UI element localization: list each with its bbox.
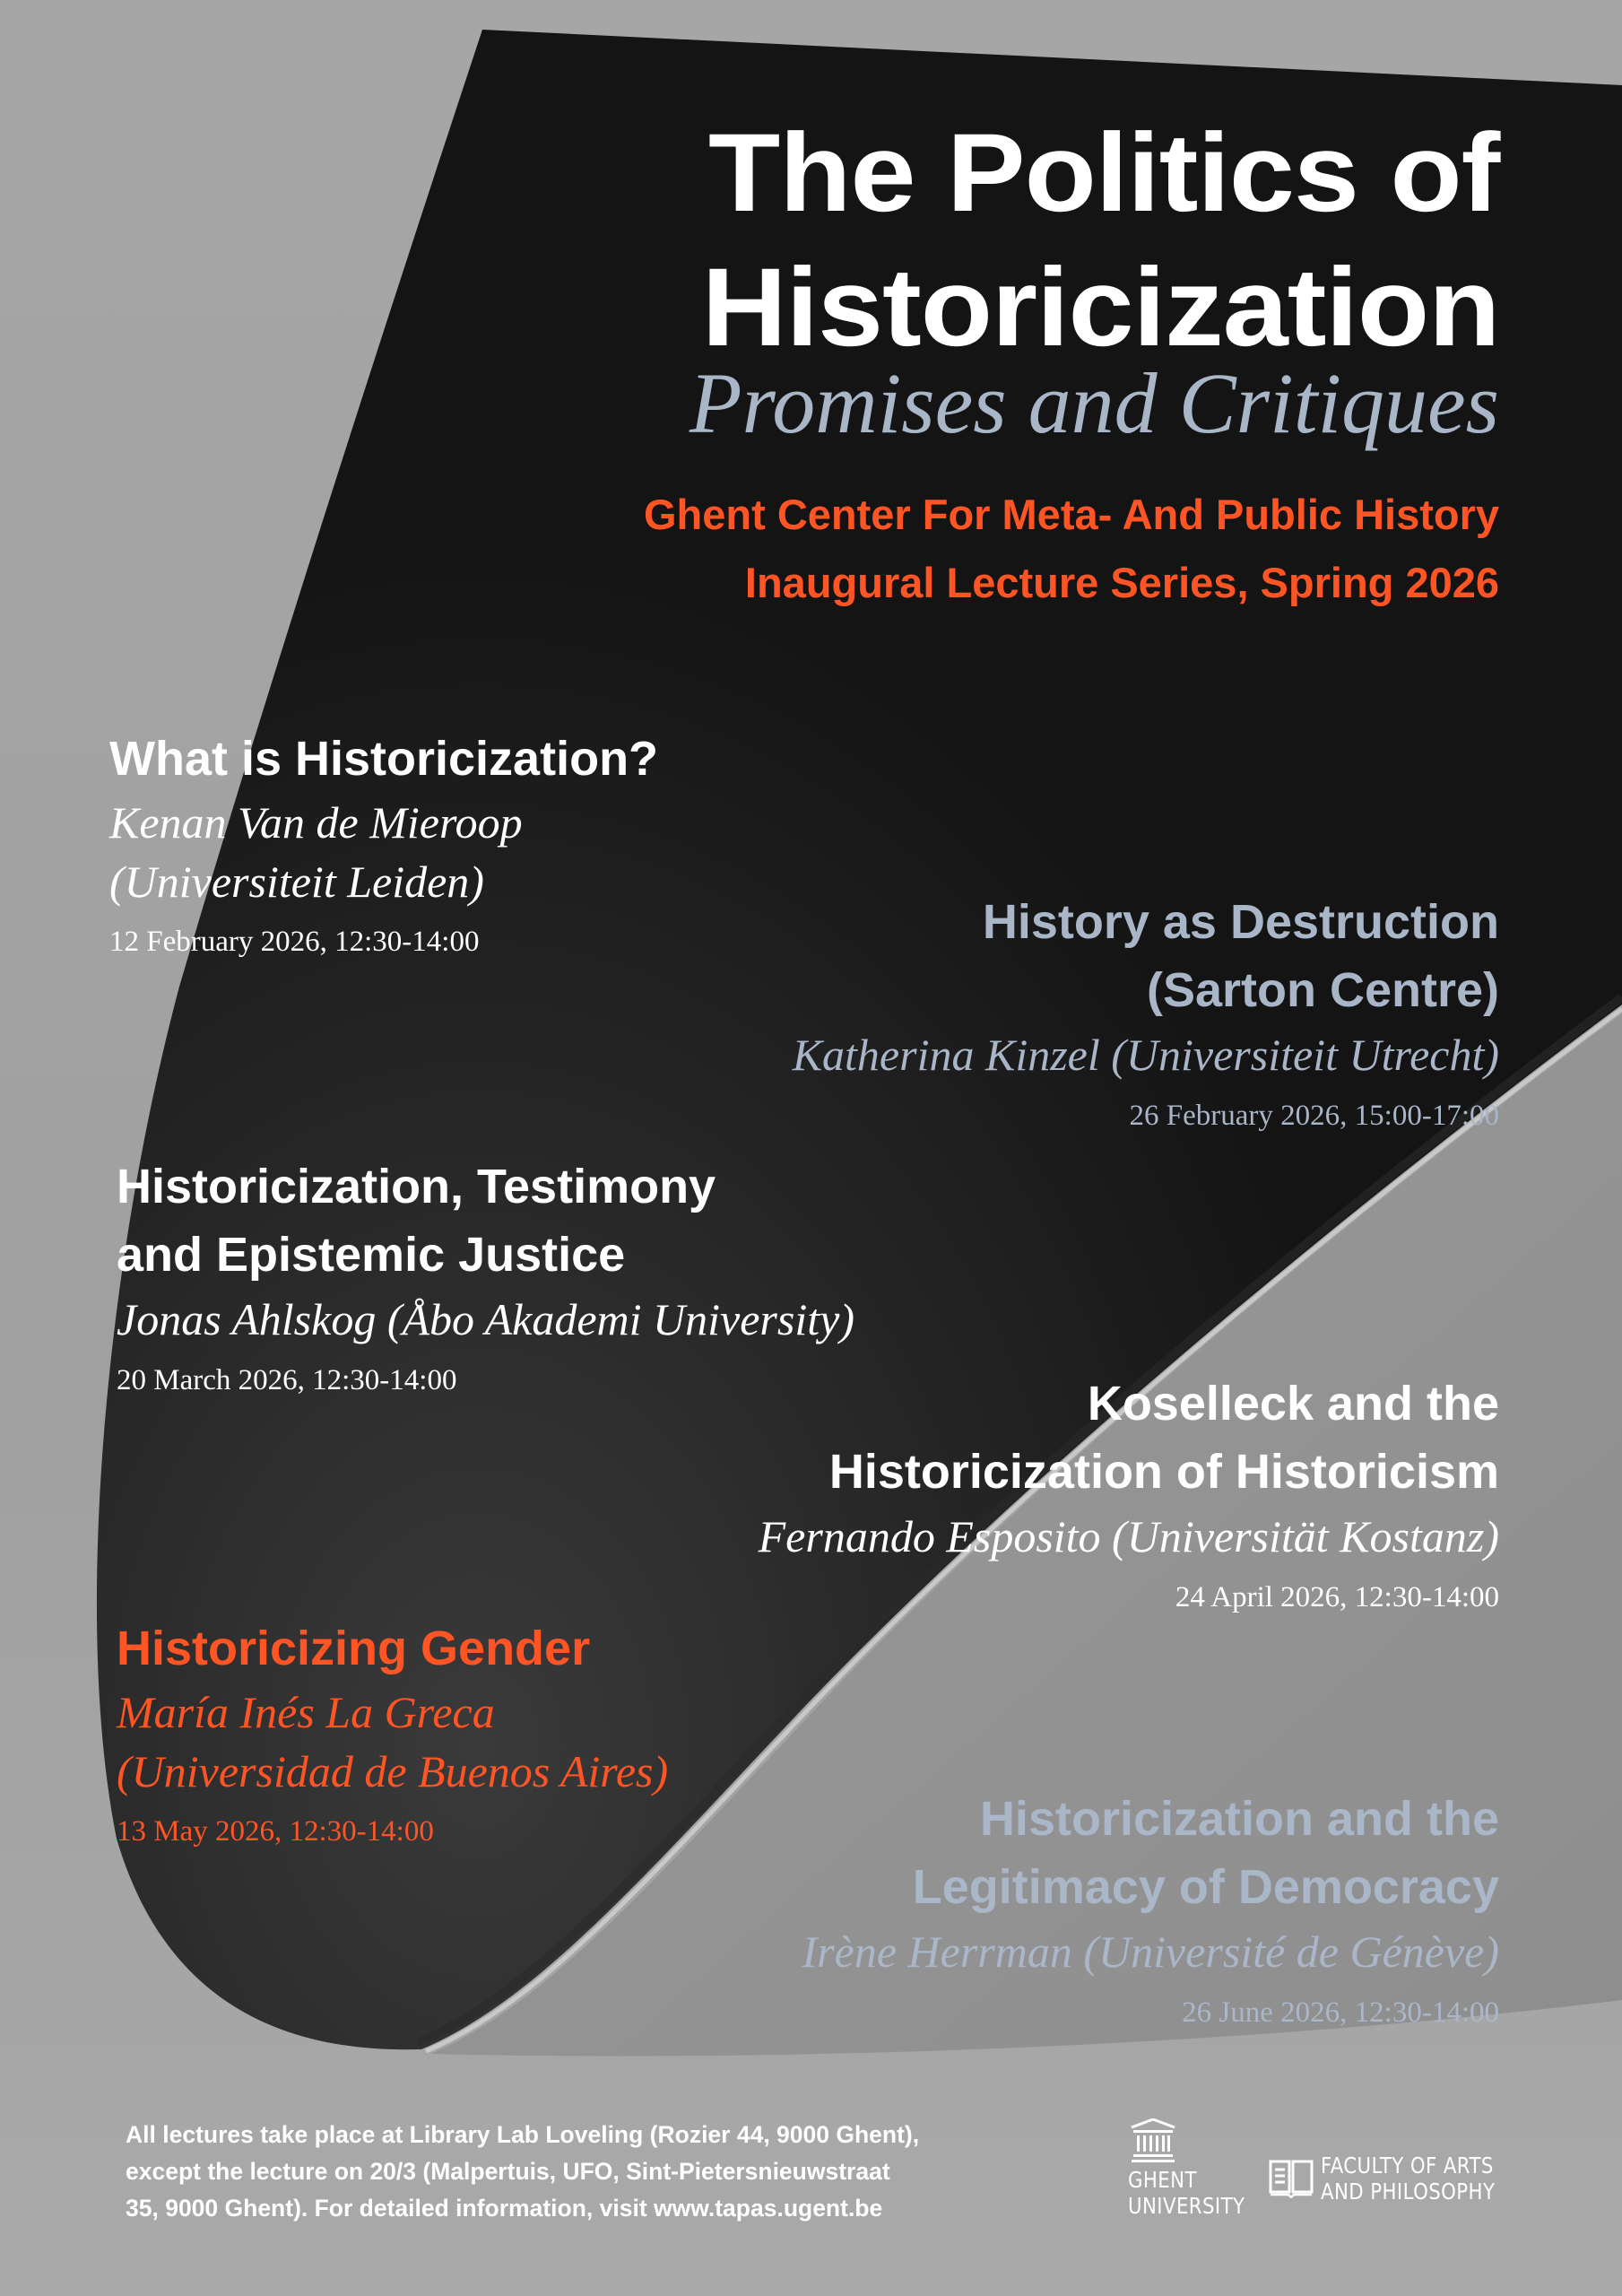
university-building-icon bbox=[1130, 2118, 1176, 2163]
title-line: The Politics of bbox=[707, 111, 1499, 235]
speaker-line: Katherina Kinzel (Universiteit Utrecht) bbox=[792, 1030, 1499, 1080]
lecture-speaker bbox=[117, 1289, 854, 1350]
lecture-speaker bbox=[109, 793, 658, 911]
lecture-date: 13 May 2026, 12:30-14:00 bbox=[117, 1815, 434, 1848]
speaker-line: Irène Herrman (Université de Génève) bbox=[802, 1926, 1499, 1977]
logo-line: UNIVERSITY bbox=[1128, 2193, 1245, 2219]
lecture-date: 12 February 2026, 12:30-14:00 bbox=[109, 926, 480, 958]
logo-line: GHENT bbox=[1128, 2167, 1197, 2193]
lecture-date: 26 February 2026, 15:00-17:00 bbox=[1129, 1100, 1499, 1132]
lecture-title bbox=[117, 1152, 854, 1289]
organizer-name: Ghent Center For Meta- And Public History bbox=[644, 491, 1499, 538]
lecture-speaker bbox=[759, 1506, 1499, 1567]
speaker-line: Fernando Esposito (Universität Kostanz) bbox=[758, 1511, 1499, 1561]
speaker-line: Kenan Van de Mieroop bbox=[109, 797, 523, 848]
title-line: Historicization bbox=[701, 246, 1499, 370]
venue-information bbox=[126, 2117, 1094, 2227]
lecture-title bbox=[793, 888, 1499, 1024]
logo-line: FACULTY OF ARTS bbox=[1321, 2152, 1494, 2179]
poster-title bbox=[701, 106, 1499, 375]
lecture-title bbox=[109, 725, 658, 793]
lecture-title bbox=[802, 1785, 1499, 1921]
speaker-line: (Universiteit Leiden) bbox=[109, 857, 484, 907]
speaker-line: María Inés La Greca bbox=[117, 1687, 495, 1737]
lecture-title-line: Koselleck and the bbox=[1087, 1377, 1499, 1431]
lecture-item bbox=[117, 1614, 668, 1857]
lecture-item bbox=[109, 725, 658, 967]
lecture-title-line: History as Destruction bbox=[982, 895, 1499, 949]
logo-line: AND PHILOSOPHY bbox=[1321, 2179, 1496, 2205]
lecture-date: 20 March 2026, 12:30-14:00 bbox=[117, 1364, 457, 1396]
lecture-speaker bbox=[802, 1921, 1499, 1982]
series-name: Inaugural Lecture Series, Spring 2026 bbox=[744, 559, 1499, 606]
lecture-title-line: What is Historicization? bbox=[109, 732, 659, 786]
lecture-date: 26 June 2026, 12:30-14:00 bbox=[1182, 1996, 1499, 2029]
lecture-title-line: Historicizing Gender bbox=[117, 1622, 591, 1675]
ghent-university-wordmark bbox=[1128, 2167, 1245, 2219]
ghent-university-logo bbox=[1128, 2118, 1265, 2219]
poster-subtitle: Promises and Critiques bbox=[689, 355, 1499, 451]
lecture-item bbox=[117, 1152, 854, 1405]
lecture-title bbox=[759, 1370, 1499, 1506]
lecture-title-line: (Sarton Centre) bbox=[1146, 963, 1499, 1017]
lecture-item bbox=[793, 888, 1499, 1141]
speaker-line: Jonas Ahlskog (Åbo Akademi University) bbox=[117, 1294, 854, 1344]
venue-line: except the lecture on 20/3 (Malpertuis, UFO, Sint-Pietersnieuwstraat bbox=[126, 2158, 890, 2185]
open-book-icon bbox=[1269, 2159, 1314, 2198]
lecture-item bbox=[759, 1370, 1499, 1622]
lecture-title-line: Legitimacy of Democracy bbox=[912, 1860, 1499, 1914]
venue-line: All lectures take place at Library Lab Loveling (Rozier 44, 9000 Ghent), bbox=[126, 2121, 920, 2148]
lecture-title-line: Historicization of Historicism bbox=[828, 1445, 1499, 1499]
lecture-title-line: Historicization and the bbox=[979, 1792, 1499, 1846]
lecture-title-line: and Epistemic Justice bbox=[117, 1228, 626, 1282]
organizer-info bbox=[644, 481, 1499, 617]
faculty-wordmark bbox=[1321, 2152, 1495, 2205]
faculty-logo bbox=[1269, 2152, 1526, 2205]
speaker-line: (Universidad de Buenos Aires) bbox=[117, 1746, 669, 1796]
lecture-speaker bbox=[117, 1683, 668, 1801]
lecture-speaker bbox=[793, 1024, 1499, 1085]
lecture-title-line: Historicization, Testimony bbox=[117, 1160, 716, 1213]
lecture-item bbox=[802, 1785, 1499, 2038]
venue-line: 35, 9000 Ghent). For detailed information, visit www.tapas.ugent.be bbox=[126, 2195, 883, 2222]
lecture-date: 24 April 2026, 12:30-14:00 bbox=[1175, 1581, 1499, 1613]
lecture-title bbox=[117, 1614, 668, 1683]
